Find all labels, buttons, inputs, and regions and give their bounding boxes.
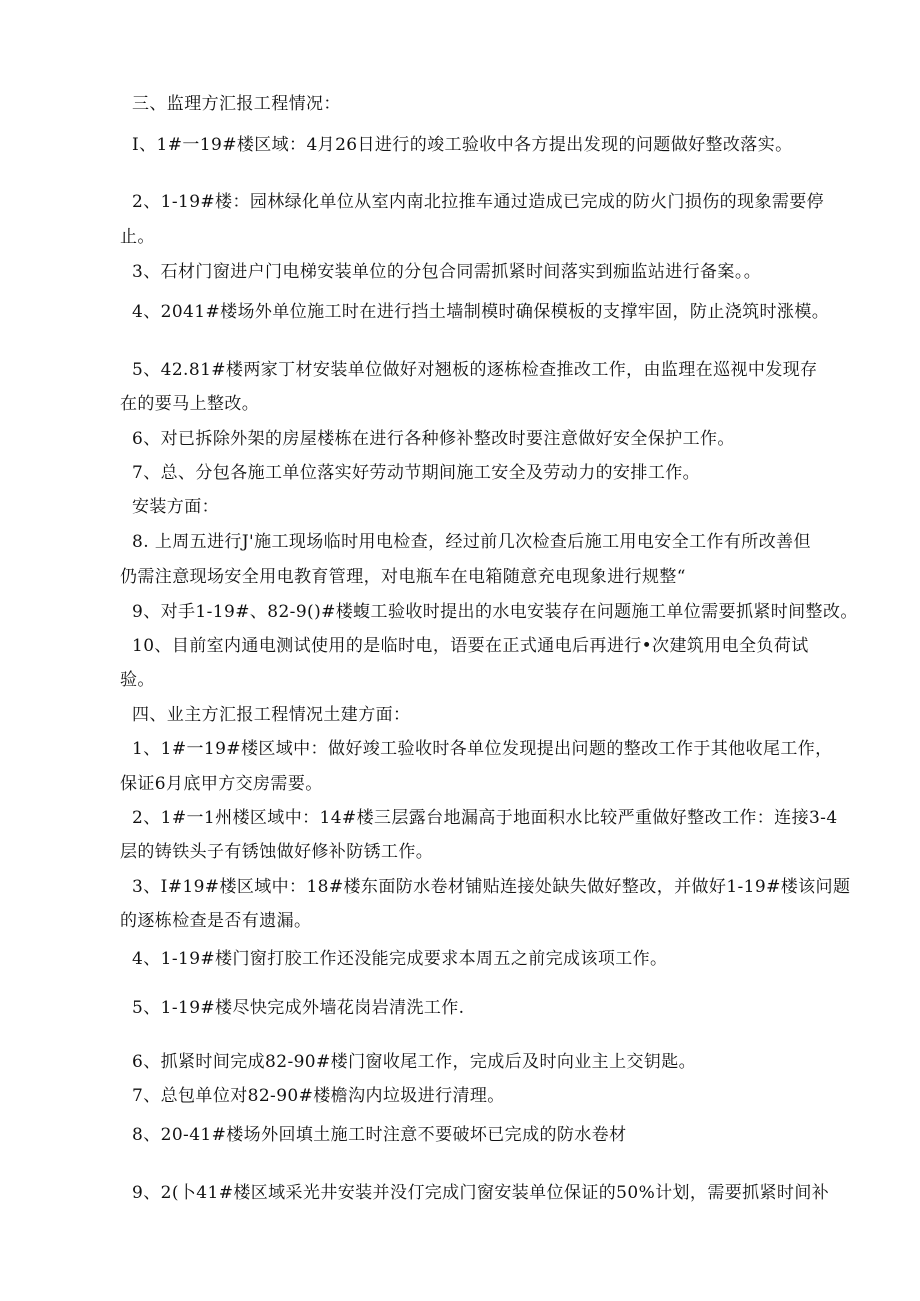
supervisor-item-5: 5、42.81#楼两家丁材安装单位做好对翘板的逐栋检查推改工作，由监理在巡视中发现存 <box>132 360 818 380</box>
supervisor-item-6: 6、对已拆除外架的房屋楼栋在进行各种修补整改时要注意做好安全保护工作。 <box>132 429 735 449</box>
install-item-8-cont: 仍需注意现场安全用电教育管理，对电瓶车在电箱随意充电现象进行规整“ <box>120 567 686 587</box>
owner-item-2: 2、1#一1州楼区域中：14#楼三层露台地漏高于地面积水比较严重做好整改工作：连接3-4 <box>132 808 838 828</box>
supervisor-item-4: 4、2041#楼场外单位施工时在进行挡土墙制模时确保模板的支撑牢固，防止浇筑时涨模。 <box>132 302 830 322</box>
supervisor-item-5-cont: 在的要马上整改。 <box>120 394 260 414</box>
owner-item-2-cont: 层的铸铁头子有锈蚀做好修补防锈工作。 <box>120 842 434 862</box>
section-heading-owner: 四、业主方汇报工程情况土建方面： <box>132 705 411 725</box>
owner-item-1: 1、1#一19#楼区域中：做好竣工验收时各单位发现提出问题的整改工作于其他收尾工作， <box>132 739 833 759</box>
supervisor-item-3: 3、石材门窗进户门电梯安装单位的分包合同需抓紧时间落实到痂监站进行备案。。 <box>132 262 762 282</box>
owner-item-6: 6、抓紧时间完成82-90#楼门窗收尾工作，完成后及时向业主上交钥匙。 <box>132 1052 697 1072</box>
section-heading-supervisor: 三、监理方汇报工程情况： <box>132 94 341 114</box>
supervisor-item-2: 2、1-19#楼：园林绿化单位从室内南北拉推车通过造成已完成的防火门损伤的现象需要停 <box>132 192 825 212</box>
install-item-10: 10、目前室内通电测试使用的是临时电，语要在正式通电后再进行•次建筑用电全负荷试 <box>132 636 809 656</box>
install-item-8: 8. 上周五进行J'施工现场临时用电检查，经过前几次检查后施工用电安全工作有所改善但 <box>132 532 811 552</box>
install-item-10-cont: 验。 <box>120 670 155 690</box>
owner-item-4: 4、1-19#楼门窗打胶工作还没能完成要求本周五之前完成该项工作。 <box>132 949 668 969</box>
owner-item-3: 3、I#19#楼区域中：18#楼东面防水卷材铺贴连接处缺失做好整改，并做好1-19#楼该问题 <box>132 877 851 897</box>
owner-item-7: 7、总包单位对82-90#楼檐沟内垃圾进行清理。 <box>132 1086 505 1106</box>
section-heading-install: 安装方面： <box>132 497 219 517</box>
owner-item-5: 5、1-19#楼尽快完成外墙花岗岩清洗工作. <box>132 998 465 1018</box>
install-item-9: 9、对手1-19#、82-9()#楼蝮工验收时提出的水电安装存在问题施工单位需要抓紧时间整改。 <box>132 602 858 622</box>
owner-item-3-cont: 的逐栋检查是否有遗漏。 <box>120 911 312 931</box>
owner-item-9: 9、2(卜41#楼区域采光井安装并没仃完成门窗安装单位保证的50%计划，需要抓紧时间补 <box>132 1183 830 1203</box>
owner-item-8: 8、20-41#楼场外回填土施工时注意不要破坏已完成的防水卷材 <box>132 1125 627 1145</box>
supervisor-item-2-cont: 止。 <box>120 227 155 247</box>
supervisor-item-1: I、1#一19#楼区域：4月26日进行的竣工验收中各方提出发现的问题做好整改落实。 <box>132 135 793 155</box>
owner-item-1-cont: 保证6月底甲方交房需要。 <box>120 774 323 794</box>
supervisor-item-7: 7、总、分包各施工单位落实好劳动节期间施工安全及劳动力的安排工作。 <box>132 463 701 483</box>
